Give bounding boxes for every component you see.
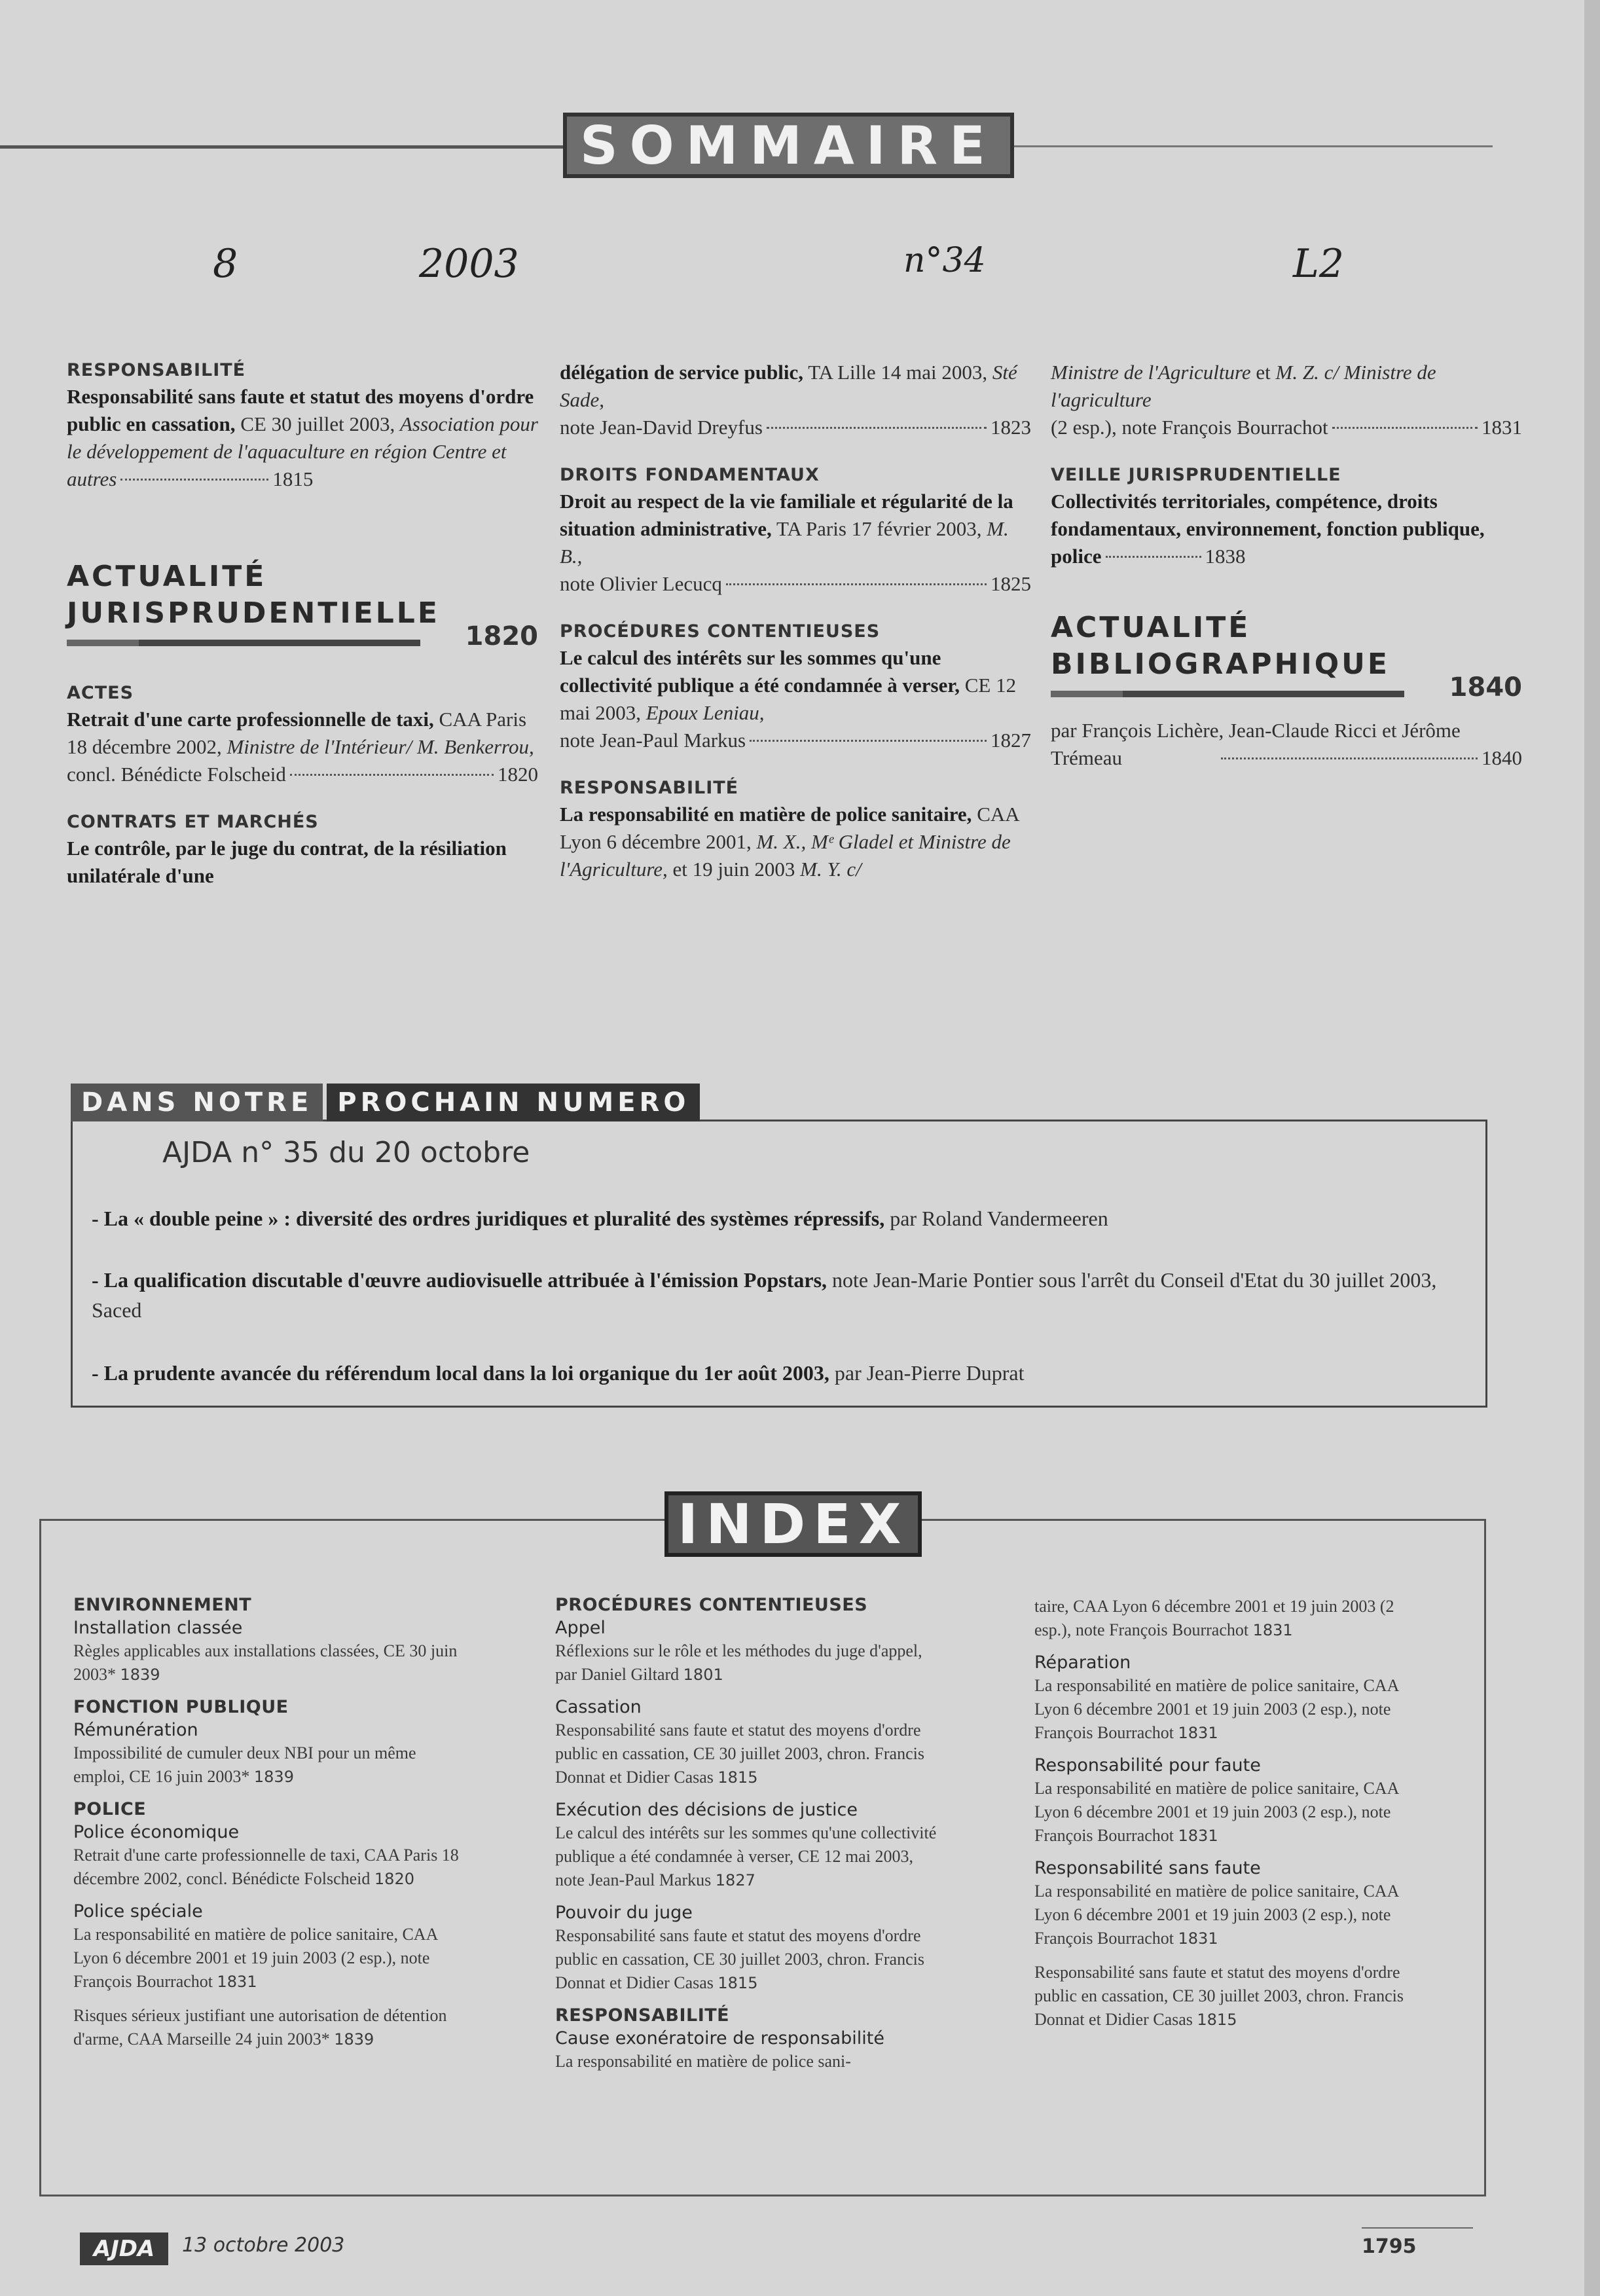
page-number: 1840 bbox=[1482, 746, 1522, 769]
summary-entry[interactable]: Collectivités territoriales, compétence, droits fondamentaux, environnement, fonction publique, police 1838 bbox=[1051, 488, 1522, 570]
index-entry[interactable]: La responsabilité en matière de police sani- bbox=[555, 2052, 851, 2071]
handwritten-note: 2003 bbox=[419, 241, 519, 287]
page-number: 1838 bbox=[1205, 545, 1246, 568]
index-column-1 bbox=[73, 1595, 460, 2062]
index-subcategory: Rémunération bbox=[73, 1720, 198, 1740]
page-number: 1839 bbox=[120, 1666, 160, 1684]
page-edge bbox=[1584, 0, 1600, 2296]
page-number: 1831 bbox=[1482, 416, 1522, 439]
index-subcategory: Responsabilité sans faute bbox=[1034, 1858, 1261, 1878]
index-entry[interactable]: Le calcul des intérêts sur les sommes qu'une collectivité publique a été condamnée à verser, CE 12 mai 2003, note Jean-Paul Markus 1827 bbox=[555, 1823, 937, 1889]
index-entry[interactable]: La responsabilité en matière de police sanitaire, CAA Lyon 6 décembre 2001 et 19 juin 2003 (2 esp.), note François Bourrachot 1831 bbox=[1034, 1676, 1398, 1742]
next-issue-subtitle: AJDA n° 35 du 20 octobre bbox=[162, 1136, 530, 1169]
index-subcategory: Pouvoir du juge bbox=[555, 1903, 693, 1923]
index-entry[interactable]: Responsabilité sans faute et statut des moyens d'ordre public en cassation, CE 30 juillet 2003, chron. Francis Donnat et Didier Casas 1815 bbox=[555, 1721, 924, 1787]
index-entry[interactable]: La responsabilité en matière de police sanitaire, CAA Lyon 6 décembre 2001 et 19 juin 2003 (2 esp.), note François Bourrachot 1831 bbox=[1034, 1779, 1398, 1845]
index-column-3 bbox=[1034, 1595, 1421, 2042]
next-issue-title: DANS NOTRE PROCHAIN NUMERO bbox=[71, 1084, 700, 1121]
page-number: 1840 bbox=[1449, 672, 1522, 702]
index-entry[interactable]: Responsabilité sans faute et statut des moyens d'ordre public en cassation, CE 30 juillet 2003, chron. Francis Donnat et Didier Casas 1815 bbox=[555, 1926, 924, 1992]
summary-entry[interactable]: par François Lichère, Jean-Claude Ricci et Jérôme Trémeau 1840 bbox=[1051, 717, 1522, 772]
page-number: 1831 bbox=[217, 1973, 257, 1991]
page-number: 1801 bbox=[683, 1666, 723, 1684]
page-number: 1831 bbox=[1252, 1621, 1293, 1639]
page-number: 1831 bbox=[1178, 1724, 1218, 1742]
handwritten-note: L2 bbox=[1293, 241, 1345, 287]
summary-entry[interactable]: Retrait d'une carte professionnelle de taxi, CAA Paris 18 décembre 2002, Ministre de l'Intérieur/ M. Benkerrou, concl. Bénédicte Folscheid 1820 bbox=[67, 706, 538, 788]
category-label: PROCÉDURES CONTENTIEUSES bbox=[560, 621, 881, 642]
index-subcategory: Responsabilité pour faute bbox=[1034, 1755, 1261, 1776]
footer-rule bbox=[1362, 2227, 1473, 2229]
header-rule-left bbox=[0, 145, 576, 149]
index-category: PROCÉDURES CONTENTIEUSES bbox=[555, 1595, 868, 1615]
index-subcategory: Police économique bbox=[73, 1822, 240, 1842]
category-label: RESPONSABILITÉ bbox=[560, 778, 739, 798]
index-category: FONCTION PUBLIQUE bbox=[73, 1697, 289, 1717]
next-issue-item[interactable]: - La qualification discutable d'œuvre audiovisuelle attribuée à l'émission Popstars, note Jean-Marie Pontier sous l'arrêt du Conseil d'Etat du 30 juillet 2003, Saced bbox=[92, 1268, 1437, 1322]
index-category: POLICE bbox=[73, 1799, 147, 1819]
page-number: 1827 bbox=[991, 729, 1031, 752]
page-number: 1823 bbox=[991, 416, 1031, 439]
index-subcategory: Cause exonératoire de responsabilité bbox=[555, 2028, 884, 2049]
index-rule-left bbox=[39, 1519, 664, 1521]
index-entry[interactable]: La responsabilité en matière de police sanitaire, CAA Lyon 6 décembre 2001 et 19 juin 2003 (2 esp.), note François Bourrachot 1831 bbox=[1034, 1882, 1398, 1948]
index-subcategory: Réparation bbox=[1034, 1652, 1131, 1673]
page-number: 1825 bbox=[991, 572, 1031, 595]
index-subcategory: Police spéciale bbox=[73, 1901, 203, 1922]
handwritten-note: 8 bbox=[213, 241, 238, 287]
summary-column-1 bbox=[67, 360, 538, 913]
index-category: RESPONSABILITÉ bbox=[555, 2005, 730, 2026]
category-label: ACTES bbox=[67, 683, 134, 703]
index-subcategory: Cassation bbox=[555, 1697, 642, 1717]
page-number: 1820 bbox=[374, 1870, 414, 1888]
index-entry[interactable]: Impossibilité de cumuler deux NBI pour un même emploi, CE 16 juin 2003* 1839 bbox=[73, 1743, 416, 1786]
index-column-2 bbox=[555, 1595, 941, 2084]
summary-column-2 bbox=[560, 359, 1031, 907]
index-entry[interactable]: Risques sérieux justifiant une autorisation de détention d'arme, CAA Marseille 24 juin 2003* 1839 bbox=[73, 2006, 447, 2049]
index-entry[interactable]: Réflexions sur le rôle et les méthodes du juge d'appel, par Daniel Giltard 1801 bbox=[555, 1641, 922, 1684]
summary-entry[interactable]: Droit au respect de la vie familiale et régularité de la situation administrative, TA Paris 17 février 2003, M. B., note Olivier Lecucq 1825 bbox=[560, 488, 1031, 598]
page-number-footer: 1795 bbox=[1362, 2235, 1417, 2258]
index-category: ENVIRONNEMENT bbox=[73, 1595, 252, 1615]
index-entry[interactable]: Responsabilité sans faute et statut des moyens d'ordre public en cassation, CE 30 juillet 2003, chron. Francis Donnat et Didier Casas 1815 bbox=[1034, 1963, 1404, 2029]
category-label: DROITS FONDAMENTAUX bbox=[560, 465, 820, 485]
summary-entry[interactable]: Le calcul des intérêts sur les sommes qu'une collectivité publique a été condamnée à verser, CE 12 mai 2003, Epoux Leniau, note Jean-Paul Markus 1827 bbox=[560, 644, 1031, 754]
category-label: VEILLE JURISPRUDENTIELLE bbox=[1051, 465, 1341, 485]
summary-column-3 bbox=[1051, 359, 1522, 795]
index-subcategory: Installation classée bbox=[73, 1618, 243, 1638]
next-issue-item[interactable]: - La prudente avancée du référendum local dans la loi organique du 1er août 2003, par Jean-Pierre Duprat bbox=[92, 1361, 1025, 1385]
page-number: 1820 bbox=[465, 621, 538, 651]
next-issue-item[interactable]: - La « double peine » : diversité des ordres juridiques et pluralité des systèmes répressifs, par Roland Vandermeeren bbox=[92, 1207, 1108, 1230]
page-number: 1815 bbox=[272, 467, 314, 490]
handwritten-note: n°34 bbox=[903, 241, 986, 280]
index-rule-right bbox=[900, 1519, 1486, 1521]
page-number: 1820 bbox=[498, 763, 538, 786]
index-subcategory: Appel bbox=[555, 1618, 606, 1638]
issue-date: 13 octobre 2003 bbox=[182, 2234, 345, 2257]
page-number: 1827 bbox=[715, 1871, 755, 1889]
summary-entry[interactable]: délégation de service public, TA Lille 14 mai 2003, Sté Sade, note Jean-David Dreyfus 1823 bbox=[560, 359, 1031, 441]
page-number: 1839 bbox=[334, 2030, 374, 2049]
index-entry[interactable]: taire, CAA Lyon 6 décembre 2001 et 19 juin 2003 (2 esp.), note François Bourrachot 1831 bbox=[1034, 1597, 1394, 1639]
page-number: 1831 bbox=[1178, 1827, 1218, 1845]
header-rule-right bbox=[995, 145, 1493, 147]
index-title: INDEX bbox=[664, 1491, 922, 1557]
summary-entry[interactable]: Ministre de l'Agriculture et M. Z. c/ Ministre de l'agriculture (2 esp.), note François Bourrachot 1831 bbox=[1051, 359, 1522, 441]
category-label: RESPONSABILITÉ bbox=[67, 360, 246, 380]
index-entry[interactable]: La responsabilité en matière de police sanitaire, CAA Lyon 6 décembre 2001 et 19 juin 2003 (2 esp.), note François Bourrachot 1831 bbox=[73, 1925, 437, 1991]
summary-entry[interactable]: Responsabilité sans faute et statut des moyens d'ordre public en cassation, CE 30 juillet 2003, Association pour le développement de l'aquaculture en région Centre et autres 1815 bbox=[67, 383, 538, 493]
ajda-logo: AJDA bbox=[80, 2232, 168, 2265]
page-number: 1815 bbox=[718, 1974, 758, 1992]
page-number: 1831 bbox=[1178, 1929, 1218, 1948]
category-label: CONTRATS ET MARCHÉS bbox=[67, 812, 319, 832]
index-subcategory: Exécution des décisions de justice bbox=[555, 1800, 858, 1820]
index-entry[interactable]: Règles applicables aux installations classées, CE 30 juin 2003* 1839 bbox=[73, 1641, 458, 1684]
summary-entry[interactable]: La responsabilité en matière de police sanitaire, CAA Lyon 6 décembre 2001, M. X., Mᵉ Gladel et Ministre de l'Agriculture, et 19 juin 2003 M. Y. c/ bbox=[560, 803, 1019, 881]
index-entry[interactable]: Retrait d'une carte professionnelle de taxi, CAA Paris 18 décembre 2002, concl. Bénédicte Folscheid 1820 bbox=[73, 1846, 459, 1888]
summary-entry[interactable]: Le contrôle, par le juge du contrat, de la résiliation unilatérale d'une bbox=[67, 837, 507, 887]
page-number: 1815 bbox=[718, 1768, 758, 1787]
section-heading-actualite-jurisprudentielle: ACTUALITÉ JURISPRUDENTIELLE 1820 bbox=[67, 560, 538, 651]
page-title: SOMMAIRE bbox=[563, 113, 1014, 178]
page-number: 1815 bbox=[1197, 2011, 1237, 2029]
page-number: 1839 bbox=[253, 1768, 294, 1786]
section-heading-actualite-bibliographique: ACTUALITÉ BIBLIOGRAPHIQUE 1840 bbox=[1051, 611, 1522, 702]
